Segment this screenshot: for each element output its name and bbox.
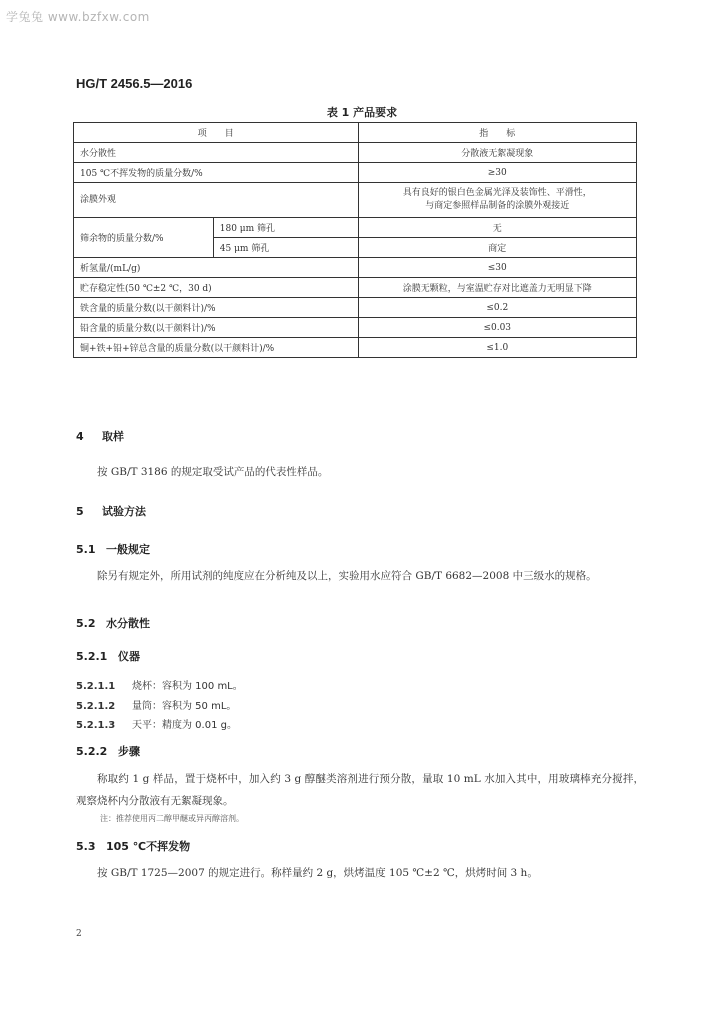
section-5-1-heading: [76, 541, 150, 557]
section-5-2-2-heading: [76, 743, 140, 759]
table-row: [74, 318, 637, 338]
row-item: 贮存稳定性(50 ℃±2 ℃，30 d): [74, 278, 359, 298]
row-value: ≤1.0: [358, 338, 636, 358]
row-item: 铜+铁+铅+锌总含量的质量分数(以干颜料计)/%: [74, 338, 359, 358]
section-number: 5: [76, 505, 84, 518]
section-number: 5.1: [76, 543, 96, 556]
section-5-3-heading: [76, 838, 190, 854]
section-4-text: 按 GB/T 3186 的规定取受试产品的代表性样品。: [97, 466, 329, 478]
row-item: 涂膜外观: [74, 183, 359, 218]
table-row: [74, 278, 637, 298]
page-number: 2: [76, 929, 82, 939]
row-value-line: 与商定参照样品制备的涂膜外观接近: [425, 201, 570, 211]
section-title: 取样: [102, 430, 124, 443]
note: 注：推荐使用丙二醇甲醚或异丙醇溶剂。: [100, 814, 244, 823]
table-row: [74, 258, 637, 278]
row-subitem: 45 μm 筛孔: [213, 238, 358, 258]
item-text: 天平：精度为 0.01 g。: [132, 720, 237, 731]
section-number: 5.3: [76, 840, 96, 853]
row-value: ≤0.03: [358, 318, 636, 338]
table-caption: 表 1 产品要求: [326, 106, 398, 119]
table-row: [74, 143, 637, 163]
section-title: 仪器: [118, 650, 140, 663]
row-value: ≤30: [358, 258, 636, 278]
section-5-2-2-text: 称取约 1 g 样品，置于烧杯中，加入约 3 g 醇醚类溶剂进行预分散，量取 10 mL 水加入其中，用玻璃棒充分搅拌，观察烧杯内分散液有无絮凝现象。: [76, 773, 644, 807]
row-value: ≥30: [358, 163, 636, 183]
table-row: [74, 298, 637, 318]
section-number: 5.2.2: [76, 745, 108, 758]
table-row: [74, 183, 637, 218]
list-item: [76, 697, 236, 712]
row-item: 筛余物的质量分数/%: [74, 218, 214, 258]
requirements-table: [73, 122, 637, 358]
list-item: [76, 716, 237, 731]
row-value: ≤0.2: [358, 298, 636, 318]
section-title: 一般规定: [106, 543, 150, 556]
item-number: 5.2.1.3: [76, 720, 116, 731]
item-text: 量筒：容积为 50 mL。: [132, 701, 237, 712]
section-number: 5.2.1: [76, 650, 108, 663]
row-item: 铅含量的质量分数(以干颜料计)/%: [74, 318, 359, 338]
header-spec: 指 标: [358, 123, 636, 143]
section-5-1-text: 除另有规定外，所用试剂的纯度应在分析纯及以上，实验用水应符合 GB/T 6682—2008 中三级水的规格。: [97, 570, 597, 582]
table-row: [74, 218, 637, 238]
item-number: 5.2.1.2: [76, 701, 116, 712]
item-number: 5.2.1.1: [76, 681, 116, 692]
row-item: 铁含量的质量分数(以干颜料计)/%: [74, 298, 359, 318]
header-item: 项 目: [74, 123, 359, 143]
section-5-2-heading: [76, 615, 150, 631]
row-value: 分散液无絮凝现象: [358, 143, 636, 163]
standard-number: HG/T 2456.5—2016: [76, 76, 193, 91]
row-value: 涂膜无颗粒，与室温贮存对比遮盖力无明显下降: [358, 278, 636, 298]
section-number: 5.2: [76, 617, 96, 630]
table-row: [74, 338, 637, 358]
row-value: [358, 183, 636, 218]
section-title: 水分散性: [106, 617, 150, 630]
section-5-2-1-heading: [76, 648, 140, 664]
row-value: 无: [358, 218, 636, 238]
section-5-3-text: 按 GB/T 1725—2007 的规定进行。称样量约 2 g，烘烤温度 105 ℃±2 ℃，烘烤时间 3 h。: [97, 867, 538, 879]
section-title: 步骤: [118, 745, 140, 758]
item-text: 烧杯：容积为 100 mL。: [132, 681, 243, 692]
row-value-line: 具有良好的银白色金属光泽及装饰性、平滑性，: [402, 188, 592, 198]
row-item: 析氢量/(mL/g): [74, 258, 359, 278]
section-title: 105 ℃不挥发物: [106, 840, 191, 853]
watermark: 学兔兔 www.bzfxw.com: [6, 10, 150, 24]
row-item: 105 ℃不挥发物的质量分数/%: [74, 163, 359, 183]
row-item: 水分散性: [74, 143, 359, 163]
row-subitem: 180 μm 筛孔: [213, 218, 358, 238]
section-4-heading: [76, 428, 124, 444]
table-row: [74, 163, 637, 183]
row-value: 商定: [358, 238, 636, 258]
list-item: [76, 677, 243, 692]
section-5-heading: [76, 503, 146, 519]
section-title: 试验方法: [102, 505, 146, 518]
table-header-row: [74, 123, 637, 143]
section-number: 4: [76, 430, 84, 443]
